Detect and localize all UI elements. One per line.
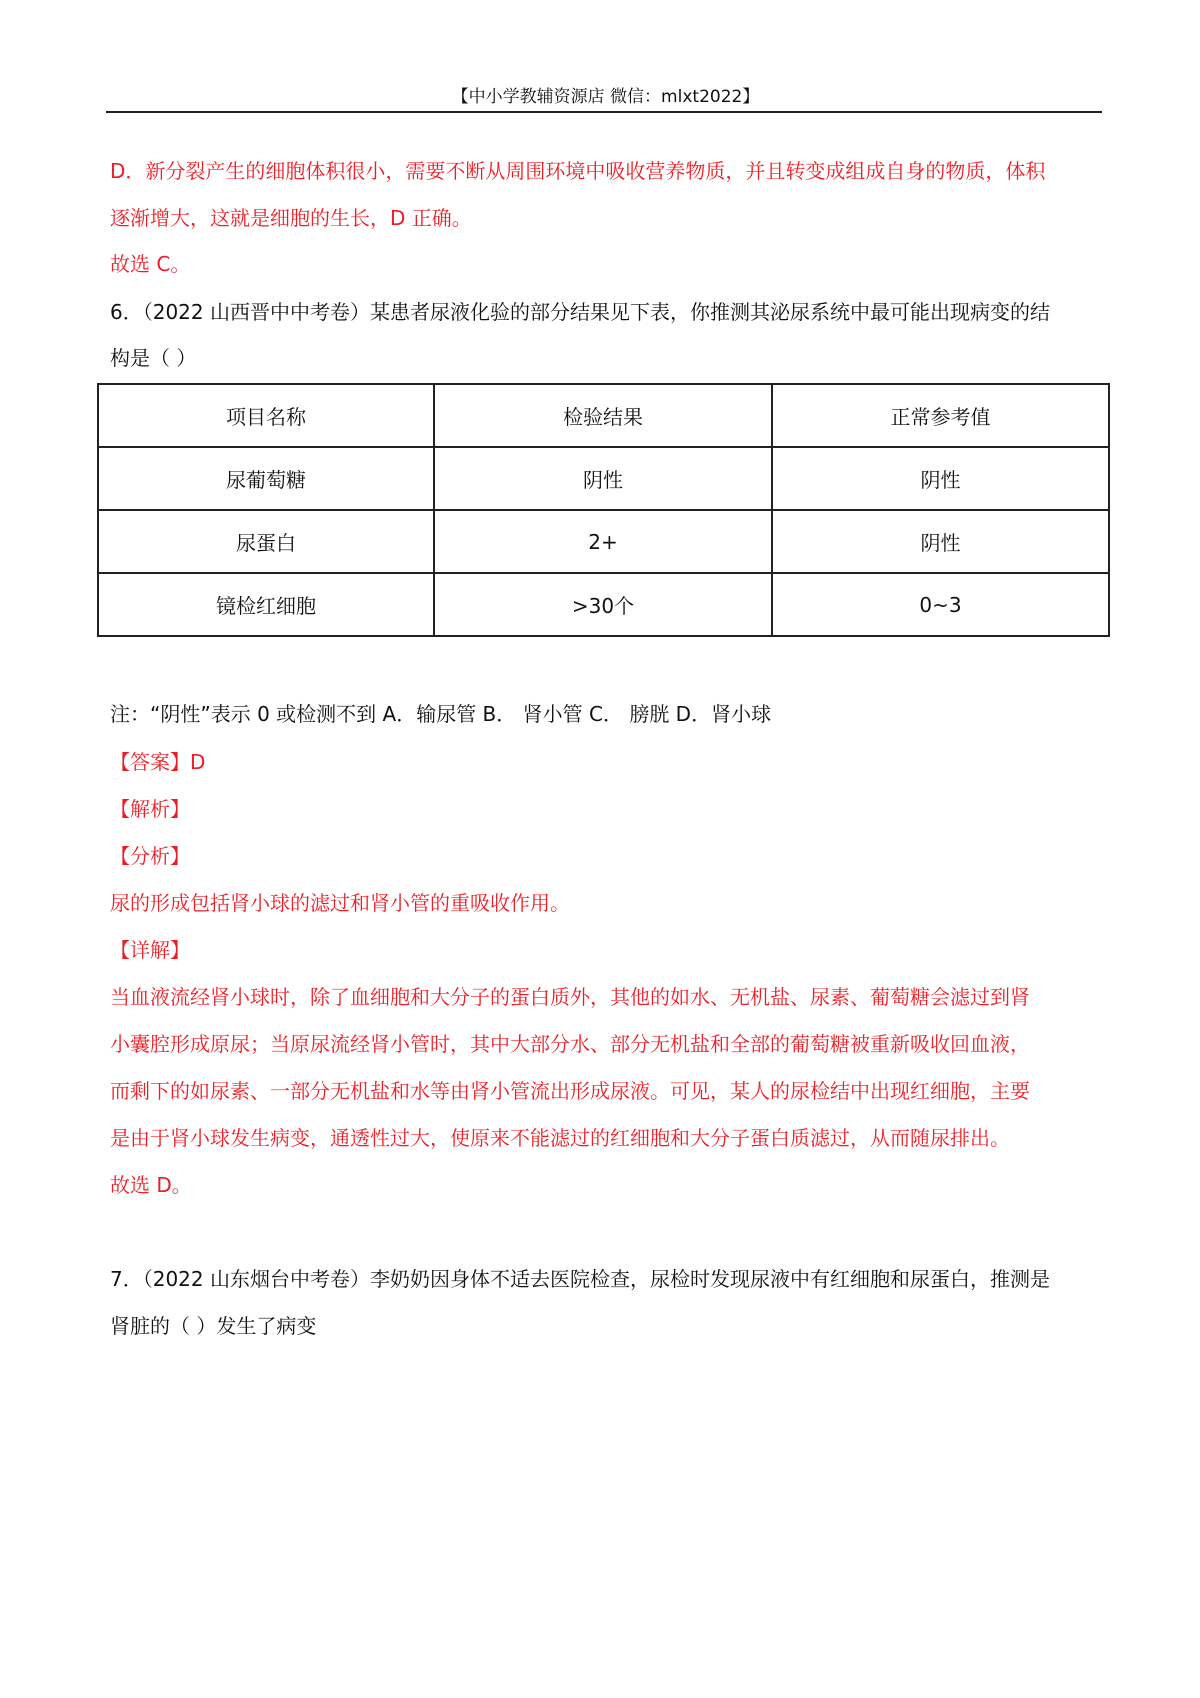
fenxi-label: 【分析】	[110, 844, 190, 868]
table-row	[98, 447, 1109, 510]
prev-conclusion: 故选 C。	[110, 252, 191, 276]
question-7-stem-line-1: 7．（2022 山东烟台中考卷）李奶奶因身体不适去医院检查，尿检时发现尿液中有红细胞和尿蛋白，推测是	[110, 1267, 1050, 1291]
table-cell: 阴性	[772, 510, 1109, 573]
table-cell: 尿葡萄糖	[98, 447, 434, 510]
question-6-stem-line-2: 构是（ ）	[110, 346, 197, 370]
note-and-options: 注：“阴性”表示 0 或检测不到 A．输尿管 B． 肾小管 C． 膀胱 D．肾小球	[110, 702, 772, 726]
table-header-row	[98, 384, 1109, 447]
header-divider	[106, 111, 1102, 113]
answer-label: 【答案】	[110, 750, 190, 774]
table-row	[98, 573, 1109, 636]
detail-label: 【详解】	[110, 938, 190, 962]
table-cell: 尿蛋白	[98, 510, 434, 573]
fenxi-text: 尿的形成包括肾小球的滤过和肾小管的重吸收作用。	[110, 891, 570, 915]
answer-line	[110, 748, 205, 776]
table-cell: 2+	[434, 510, 772, 573]
page-header: 【中小学教辅资源店 微信：mlxt2022】	[451, 87, 760, 107]
question-7-stem-line-2: 肾脏的（ ）发生了病变	[110, 1314, 317, 1338]
prev-explanation-line-2: 逐渐增大，这就是细胞的生长，D 正确。	[110, 206, 472, 230]
answer-value: D	[190, 750, 206, 774]
analysis-label: 【解析】	[110, 797, 190, 821]
table-header-cell: 正常参考值	[772, 384, 1109, 447]
table-header-cell: 检验结果	[434, 384, 772, 447]
table-row	[98, 510, 1109, 573]
table-cell: >30个	[434, 573, 772, 636]
table-header-cell: 项目名称	[98, 384, 434, 447]
question-6-stem-line-1: 6．（2022 山西晋中中考卷）某患者尿液化验的部分结果见下表，你推测其泌尿系统中最可能出现病变的结	[110, 300, 1050, 324]
q6-conclusion: 故选 D。	[110, 1173, 192, 1197]
urinalysis-table	[97, 383, 1110, 637]
detail-line: 当血液流经肾小球时，除了血细胞和大分子的蛋白质外，其他的如水、无机盐、尿素、葡萄糖会滤过到肾	[110, 985, 1030, 1009]
prev-explanation-line-1: D．新分裂产生的细胞体积很小，需要不断从周围环境中吸收营养物质，并且转变成组成自身的物质，体积	[110, 159, 1046, 183]
detail-line: 是由于肾小球发生病变，通透性过大，使原来不能滤过的红细胞和大分子蛋白质滤过，从而随尿排出。	[110, 1126, 1010, 1150]
table-cell: 阴性	[434, 447, 772, 510]
detail-line: 小囊腔形成原尿；当原尿流经肾小管时，其中大部分水、部分无机盐和全部的葡萄糖被重新吸收回血液，	[110, 1032, 1030, 1056]
table-cell: 阴性	[772, 447, 1109, 510]
table-cell: 0~3	[772, 573, 1109, 636]
detail-line: 而剩下的如尿素、一部分无机盐和水等由肾小管流出形成尿液。可见，某人的尿检结中出现红细胞，主要	[110, 1079, 1030, 1103]
table-cell: 镜检红细胞	[98, 573, 434, 636]
